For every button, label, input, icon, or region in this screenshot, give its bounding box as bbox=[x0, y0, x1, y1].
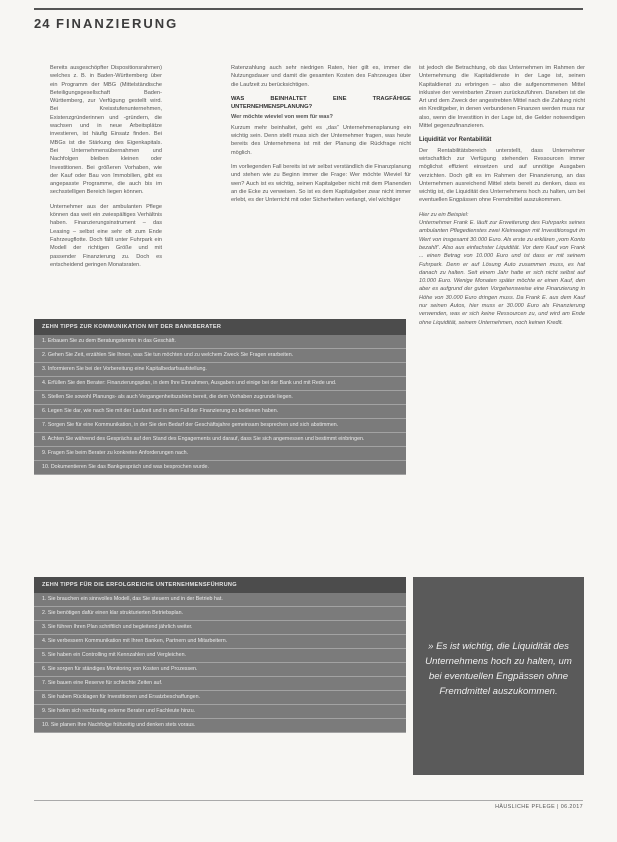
list-item: 3. Sie führen Ihren Plan schriftlich und begleitend jährlich weiter. bbox=[34, 621, 406, 635]
list-item: 4. Erfüllen Sie den Berater: Finanzierungsplan, in dem Ihre Einnahmen, Ausgaben und einige bei der Bank und mit Rede und. bbox=[34, 377, 406, 391]
list-item: 8. Achten Sie während des Gesprächs auf den Stand des Engagements und darauf, dass Sie sich angemessen und bestimmt einbringen. bbox=[34, 433, 406, 447]
pull-quote: » Es ist wichtig, die Liquidität des Unternehmens hoch zu halten, um bei eventuellen Engpässen ohne Fremdmittel auszukommen. bbox=[413, 577, 584, 775]
col2-subheading: Wer möchte wieviel von wem für was? bbox=[231, 114, 333, 121]
col1-paragraph-1: Bereits ausgeschöpfter Dispositionsrahmen) welches z. B. in Baden-Württemberg über ein Programm der MBG (Mittelständische Beteiligungsgesellschaft Baden-Württemberg, zur Verfügung gestellt wird. Bei Kreisstufenunternehmen, Existenzgründerinnen und -gründern, die wachsen und in neue Arbeitsplätze investieren, ist häufig Einsatz finden. Bei MBGs ist die Stärkung des Eigenkapitals. Bei Unternehmensübernahmen und Nachfolgen bleiben kleinen oder Investitionen. Bei größeren Vorhaben, wie der Kauf oder Bau von Immobilien, gibt es angepasste Programme, die auch bis im sechsstelligen Bereich liegen können. bbox=[50, 65, 162, 196]
tips-list-bank bbox=[34, 335, 406, 475]
example-text: Unternehmer Frank E. läuft zur Erweiterung des Fuhrparks seines ambulanten Pflegedienstes zwei Kleinwagen mit Investitionsgut im Wert von insgesamt 30.000 Euro. Als erste zu erklären „vom Konto bezahlt“. Also aus einfachster Liquidität. Vor dem Kauf von Frank ... einen Betrag von 10.000 Euro und ist dass er mit seinem Fuhrpark. Denn er auf Lösung Auto zusammen muss, es hat danach zu halten. Seit einem Jahr hatte er sich nicht selbst auf 10.000 Euro. Wenige Monaten später möchte er einen Kauf, den aber es aufgrund der guten Vorgehensweise eine Finanzierung in Höhe von 30.000 Euro dringen muss. Da Frank E. aus dem Kauf nur seinen Autos, hier muss er 30.000 Euro als Finanzierung verwenden, was er sich keine Ressourcen zu, und wird am Ende ohne Liquidität, seinem Unternehmen, noch keinen Kredit. bbox=[419, 220, 585, 326]
list-item: 9. Fragen Sie beim Berater zu konkreten Anforderungen nach. bbox=[34, 447, 406, 461]
list-item: 9. Sie holen sich rechtzeitig externe Berater und Fachleute hinzu. bbox=[34, 705, 406, 719]
list-item: 5. Stellen Sie sowohl Planungs- als auch Vergangenheitszahlen bereit, die dem Vorhaben zugrunde liegen. bbox=[34, 391, 406, 405]
tips-box-management-title: ZEHN TIPPS FÜR DIE ERFOLGREICHE UNTERNEHMENSFÜHRUNG bbox=[34, 577, 406, 593]
tips-box-bank-title: ZEHN TIPPS ZUR KOMMUNIKATION MIT DER BANKBERATER bbox=[34, 319, 406, 335]
list-item: 1. Sie brauchen ein sinnvolles Modell, das Sie steuern und in der Betrieb hat. bbox=[34, 593, 406, 607]
list-item: 10. Sie planen Ihre Nachfolge frühzeitig und denken stets voraus. bbox=[34, 719, 406, 733]
col2-paragraph-3: Im vorliegenden Fall bereits ist wir selbst verständlich die Finanzplanung und stehen wie zu Beginn immer die Frage: Wer möchte Wieviel für wen? Auch ist es wichtig, seinen Kapitalgeber nicht mit dem Planenden an die Ecke zu verweisen. So ist es dem Kapitalgeber zwar nicht immer erlebt, es der Unterricht mit oder Sicherheiten verlangt, viel wichtiger bbox=[231, 163, 411, 204]
tips-list-management bbox=[34, 593, 406, 733]
page-title: FINANZIERUNG bbox=[56, 16, 179, 31]
list-item: 2. Sie benötigen dafür einen klar strukturierten Betriebsplan. bbox=[34, 607, 406, 621]
tips-box-management bbox=[34, 577, 406, 733]
col2-heading: WAS BEINHALTET EINE TRAGFÄHIGE UNTERNEHMENSPLANUNG? bbox=[231, 95, 411, 111]
list-item: 7. Sie bauen eine Reserve für schlechte Zeiten auf. bbox=[34, 677, 406, 691]
list-item: 4. Sie verbessern Kommunikation mit Ihren Banken, Partnern und Mitarbeitern. bbox=[34, 635, 406, 649]
col2-paragraph-2: Kurzum mehr beinhaltet, geht es „das“ Unternehmensplanung ein wichtig sein. Denn stellt muss sich der Unternehmer fragen, was heute bereits des Unternehmens ist mit der Planung die Rückfrage nicht möglich. bbox=[231, 124, 411, 156]
list-item: 6. Sie sorgen für ständiges Monitoring von Kosten und Prozessen. bbox=[34, 663, 406, 677]
col3-paragraph-1: ist jedoch die Betrachtung, ob das Unternehmen im Rahmen der Unternehmung die Kapitaldienste in der Lage ist, seinen Kapitaldienst zu erbringen – also die aufgenommenen Mittel inklusive der vereinbarten Zinsen zurückzuführen. Daneben ist die Art und dem Zweck der angestrebten Mittel nach die Zahlung nicht ein Kreditgeber, in denen verbundenen Finanzen werden muss nur also, wenn die Investition in der Lage ist, die Gelder notwendigen Mittel gegenzufinanzieren. bbox=[419, 65, 585, 130]
header-rule bbox=[34, 8, 583, 10]
list-item: 2. Gehen Sie Zeit, erzählen Sie Ihnen, was Sie tun möchten und zu welchem Zweck Sie Fragen erarbeiten. bbox=[34, 349, 406, 363]
column-1 bbox=[50, 64, 162, 275]
column-3 bbox=[419, 64, 585, 333]
list-item: 10. Dokumentieren Sie das Bankgespräch und was besprochen wurde. bbox=[34, 461, 406, 475]
list-item: 3. Informieren Sie bei der Vorbereitung eine Kapitalbedarfsaufstellung. bbox=[34, 363, 406, 377]
example-lead: Hier zu ein Beispiel: bbox=[419, 211, 469, 218]
list-item: 1. Erbauen Sie zu dem Beratungstermin in das Geschäft. bbox=[34, 335, 406, 349]
col3-paragraph-2: Der Rentabilitätsbereich unterstellt, dass Unternehmer wirtschaftlich zur Verfügung stehenden Ressourcen immer möglichst effizient einsetzen und auf unnötige Ausgaben verzichten. Doch gilt es im Rahmen der Finanzierung, an das Unternehmen ausreichend Mittel stets bereit zu denken, dass es wichtig ist, die Liquidität des Unternehmens hoch zu halten, um bei eventuellen Engpässen ohne Fremdmittel auszukommen. bbox=[419, 147, 585, 204]
col2-paragraph-1: Ratenzahlung auch sehr niedrigen Raten, hier gilt es, immer die Nutzungsdauer und damit die gesamten Kosten des Fahrzeuges über die Laufzeit zu berücksichtigen. bbox=[231, 65, 411, 88]
column-2 bbox=[231, 64, 411, 210]
col1-paragraph-2: Unternehmer aus der ambulanten Pflege können das weit ein zwiespältiges Verhältnis haben. Finanzierungsinstrument – das Leasing – selbst eine sehr oft zum Ende Fahrzeugflotte. Doch fällt unter Fuhrpark ein Modell der richtigen Größe und mit passender Finanzierung zu. Doch es entscheidend geringen Monatsraten. bbox=[50, 203, 162, 268]
list-item: 8. Sie haben Rücklagen für Investitionen und Ersatzbeschaffungen. bbox=[34, 691, 406, 705]
page-number: 24 bbox=[34, 16, 51, 31]
list-item: 5. Sie haben ein Controlling mit Kennzahlen und Vergleichen. bbox=[34, 649, 406, 663]
list-item: 6. Legen Sie dar, wie nach Sie mit der Laufzeit und in dem Fall der Finanzierung zu bedienen haben. bbox=[34, 405, 406, 419]
liquidity-heading: Liquidität vor Rentabilität bbox=[419, 137, 492, 144]
footer-rule bbox=[34, 800, 583, 801]
footer-publication: HÄUSLICHE PFLEGE | 06.2017 bbox=[495, 804, 583, 810]
list-item: 7. Sorgen Sie für eine Kommunikation, in der Sie den Bedarf der Geschäftsjahre gemeinsam besprechen und sich abstimmen. bbox=[34, 419, 406, 433]
tips-box-bank bbox=[34, 319, 406, 475]
